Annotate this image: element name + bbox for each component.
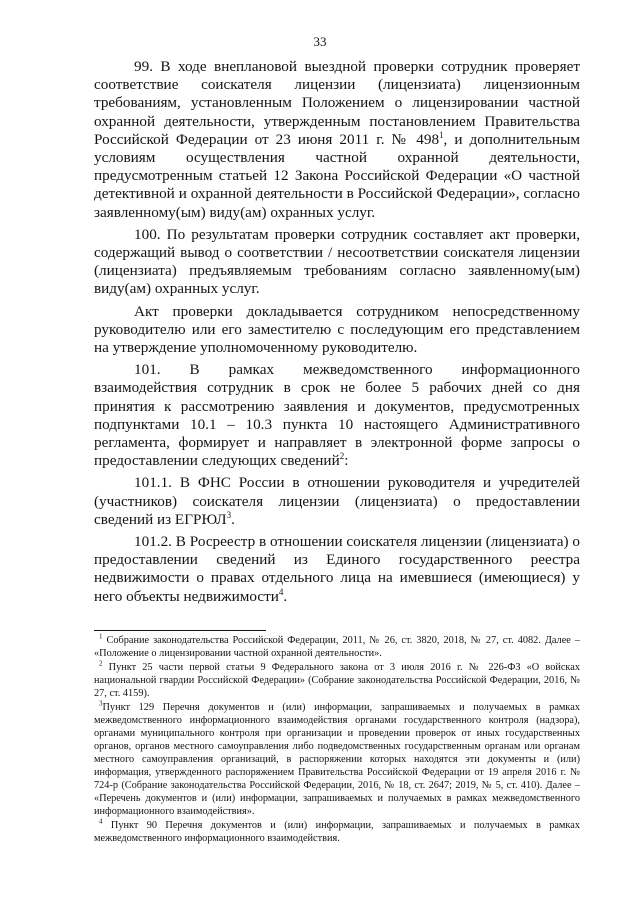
paragraph-act: Акт проверки докладывается сотрудником непосредственному руководителю или его заместителю с последующим его представлением на утверждение уполномоченному руководителю. (94, 302, 580, 357)
footnotes (94, 634, 580, 846)
document-body (94, 58, 580, 610)
paragraph-text: : (344, 452, 349, 470)
footnote-2 (94, 661, 580, 700)
footnote-divider (94, 630, 266, 631)
paragraph-text: . (283, 587, 288, 605)
footnote-text: Пункт 129 Перечня документов и (или) информации, запрашиваемых и получаемых в рамках межведомственного информационного взаимодействия органами государственного контроля (надзора), органами муниципального контроля при организации и проведении проверок от иных государственных органов, органов местного самоуправления либо подведомственных государственным органам или органам местного самоуправления организаций, в распоряжении которых находятся эти документы и (или) информация, утвержденного распоряжением Правительства Российской Федерации от 19 апреля 2016 г. № 724-р (Собрание законодательства Российской Федерации, 2016, № 18, ст. 2647; 2019, № 5, ст. 410). Далее – «Перечень документов и (или) информации, запрашиваемых и получаемых в рамках межведомственного информационного взаимодействия». (94, 702, 580, 817)
footnote-mark: 3 (99, 699, 103, 708)
paragraph-text: 101.2. В Росреестр в отношении соискателя лицензии (лицензиата) о предоставлении сведений из Единого государственного реестра недвижимости о правах отдельного лица на имевшиеся (имеющиеся) у него объекты недвижимости (94, 533, 580, 605)
footnote-3 (94, 701, 580, 818)
footnote-mark: 4 (99, 817, 103, 826)
paragraph-101-1 (94, 474, 580, 529)
paragraph-text: 101.1. В ФНС России в отношении руководителя и учредителей (участников) соискателя лицензии (лицензиата) о предоставлении сведений из ЕГРЮЛ (94, 474, 580, 528)
footnote-mark: 2 (99, 659, 103, 668)
footnote-text: Собрание законодательства Российской Федерации, 2011, № 26, ст. 3820, 2018, № 27, ст. 4082. Далее – «Положение о лицензировании частной охранной деятельности». (94, 635, 580, 659)
page-number: 33 (313, 34, 327, 49)
paragraph-text: . (231, 510, 235, 528)
footnote-ref-1[interactable]: 1 (439, 129, 444, 140)
paragraph-99 (94, 58, 580, 222)
paragraph-text: 99. В ходе внеплановой выездной проверки сотрудник проверяет соответствие соискателя лицензии (лицензиата) лицензионным требованиям, установленным Положением о лицензировании частной охранной деятельности, утвержденным постановлением Правительства Российской Федерации от 23 июня 2011 г. № 498 (94, 58, 580, 148)
paragraph-101 (94, 361, 580, 470)
footnote-1 (94, 634, 580, 660)
footnote-text: Пункт 25 части первой статьи 9 Федерального закона от 3 июля 2016 г. № 226-ФЗ «О войсках национальной гвардии Российской Федерации» (Собрание законодательства Российской Федерации, 2016, № 27, ст. 4159). (94, 662, 580, 699)
paragraph-text: 101. В рамках межведомственного информационного взаимодействия сотрудник в срок не более 5 рабочих дней со дня принятия к рассмотрению заявления и документов, предусмотренных подпунктами 10.1 – 10.3 пункта 10 настоящего Административного регламента, формирует и направляет в электронной форме запросы о предоставлении следующих сведений (94, 361, 580, 470)
footnote-mark: 1 (99, 632, 103, 641)
footnote-4 (94, 819, 580, 845)
footnote-ref-4[interactable]: 4 (278, 586, 284, 597)
paragraph-100: 100. По результатам проверки сотрудник составляет акт проверки, содержащий вывод о соответствии / несоответствии соискателя лицензии (лицензиата) предъявляемым требованиям согласно заявленному(ым) виду(ам) охранных услуг. (94, 225, 580, 298)
footnote-ref-3[interactable]: 3 (226, 509, 232, 520)
footnote-text: Пункт 90 Перечня документов и (или) информации, запрашиваемых и получаемых в рамках межведомственного информационного взаимодействия. (94, 820, 580, 844)
paragraph-101-2 (94, 533, 580, 606)
footnote-ref-2[interactable]: 2 (339, 451, 345, 462)
paragraph-text: , и дополнительным условиям осуществления частной охранной деятельности, предусмотренным статьей 12 Закона Российской Федерации «О частной детективной и охранной деятельности в Российской Федерации», согласно заявленному(ым) виду(ам) охранных услуг. (94, 130, 580, 221)
